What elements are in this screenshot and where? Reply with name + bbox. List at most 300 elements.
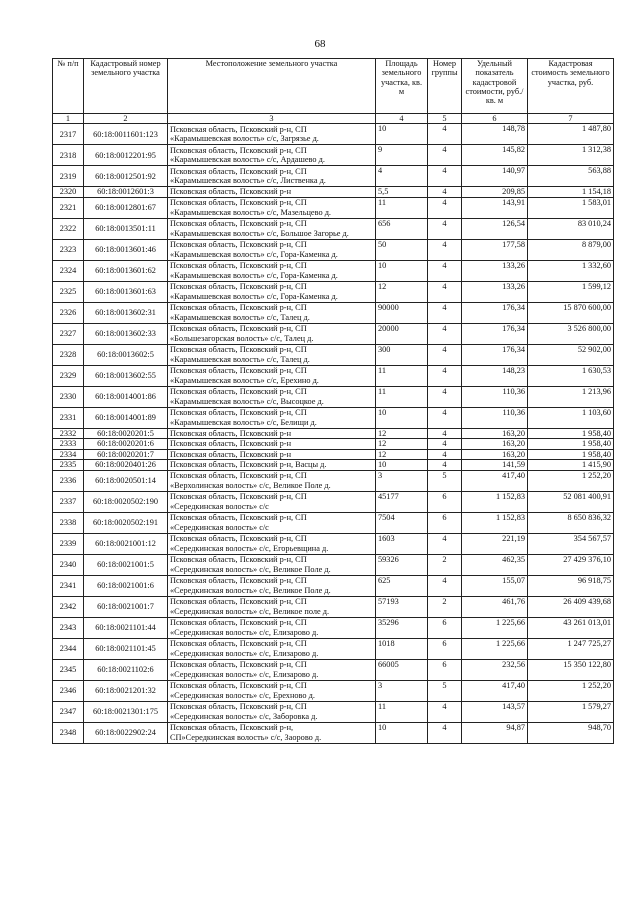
rate-cell: 143,57 (462, 701, 528, 722)
location-line-1: Псковская область, Псковский р-н, СП (170, 240, 307, 250)
table-row (53, 386, 614, 407)
cadastral-number-cell: 60:18:0014001:86 (84, 386, 168, 407)
rate-cell: 1 225,66 (462, 617, 528, 638)
location-line-2: «Карамышевская волость» с/с, Гора-Каменка д. (170, 270, 338, 280)
location-line-2: «Карамышевская волость» с/с, Ерехино д. (170, 375, 319, 385)
cadastral-number-cell: 60:18:0013601:63 (84, 281, 168, 302)
rate-cell: 110,36 (462, 407, 528, 428)
row-number-cell: 2342 (53, 596, 84, 617)
group-cell: 4 (428, 722, 462, 743)
cadastral-number-cell: 60:18:0013602:5 (84, 344, 168, 365)
value-cell: 354 567,57 (528, 533, 614, 554)
group-cell: 4 (428, 239, 462, 260)
header-cadastral: Кадастровый номер земельного участка (84, 59, 168, 114)
rate-cell: 417,40 (462, 680, 528, 701)
table-header-row (53, 59, 614, 114)
area-cell: 1603 (376, 533, 428, 554)
table-row (53, 460, 614, 471)
area-cell: 12 (376, 428, 428, 439)
group-cell: 6 (428, 659, 462, 680)
location-line-2: «Середкинская волость» с/с, Заборовка д. (170, 711, 318, 721)
value-cell: 1 252,20 (528, 680, 614, 701)
location-line-1: Псковская область, Псковский р-н, СП (170, 555, 307, 565)
group-cell: 6 (428, 617, 462, 638)
value-cell: 1 415,90 (528, 460, 614, 471)
cadastral-number-cell: 60:18:0012601:3 (84, 187, 168, 198)
cadastral-number-cell: 60:18:0013602:31 (84, 302, 168, 323)
area-cell: 57193 (376, 596, 428, 617)
table-row (53, 659, 614, 680)
area-cell: 66005 (376, 659, 428, 680)
value-cell: 1 312,38 (528, 145, 614, 166)
group-cell: 4 (428, 145, 462, 166)
area-cell: 1018 (376, 638, 428, 659)
location-line-2: «Карамышевская волость» с/с, Мазельцево д. (170, 207, 331, 217)
row-number-cell: 2323 (53, 239, 84, 260)
value-cell: 15 870 600,00 (528, 302, 614, 323)
location-cell (168, 365, 376, 386)
cadastral-number-cell: 60:18:0020201:6 (84, 439, 168, 450)
table-row (53, 470, 614, 491)
value-cell: 1 958,40 (528, 439, 614, 450)
location-line-1: Псковская область, Псковский р-н (170, 439, 292, 449)
row-number-cell: 2321 (53, 197, 84, 218)
cadastral-number-cell: 60:18:0021001:5 (84, 554, 168, 575)
row-number-cell: 2333 (53, 439, 84, 450)
header-area: Площадь земельного участка, кв. м (376, 59, 428, 114)
cadastral-number-cell: 60:18:0021001:7 (84, 596, 168, 617)
location-cell (168, 722, 376, 743)
row-number-cell: 2340 (53, 554, 84, 575)
group-cell: 4 (428, 260, 462, 281)
value-cell: 83 010,24 (528, 218, 614, 239)
column-number-row (53, 114, 614, 124)
row-number-cell: 2344 (53, 638, 84, 659)
location-cell (168, 460, 376, 471)
rate-cell: 462,35 (462, 554, 528, 575)
cadastral-number-cell: 60:18:0013601:46 (84, 239, 168, 260)
area-cell: 656 (376, 218, 428, 239)
group-cell: 4 (428, 386, 462, 407)
row-number-cell: 2326 (53, 302, 84, 323)
value-cell: 8 650 836,32 (528, 512, 614, 533)
area-cell: 5,5 (376, 187, 428, 198)
group-cell: 4 (428, 166, 462, 187)
location-line-1: Псковская область, Псковский р-н, (170, 723, 294, 733)
table-row (53, 281, 614, 302)
location-line-1: Псковская область, Псковский р-н (170, 428, 292, 438)
area-cell: 300 (376, 344, 428, 365)
value-cell: 1 154,18 (528, 187, 614, 198)
table-row (53, 575, 614, 596)
table-row (53, 365, 614, 386)
rate-cell: 176,34 (462, 323, 528, 344)
row-number-cell: 2329 (53, 365, 84, 386)
rate-cell: 141,59 (462, 460, 528, 471)
table-row (53, 260, 614, 281)
rate-cell: 148,78 (462, 124, 528, 145)
area-cell: 11 (376, 197, 428, 218)
row-number-cell: 2332 (53, 428, 84, 439)
row-number-cell: 2335 (53, 460, 84, 471)
value-cell: 3 526 800,00 (528, 323, 614, 344)
rate-cell: 1 225,66 (462, 638, 528, 659)
column-number: 7 (528, 114, 614, 124)
rate-cell: 133,26 (462, 281, 528, 302)
area-cell: 45177 (376, 491, 428, 512)
area-cell: 10 (376, 407, 428, 428)
row-number-cell: 2336 (53, 470, 84, 491)
rate-cell: 176,34 (462, 302, 528, 323)
value-cell: 1 487,80 (528, 124, 614, 145)
table-row (53, 302, 614, 323)
location-cell (168, 344, 376, 365)
location-line-2: «Середкинская волость» с/с, Егорьевщина д. (170, 543, 329, 553)
location-line-1: Псковская область, Псковский р-н, СП (170, 618, 307, 628)
value-cell: 26 409 439,68 (528, 596, 614, 617)
group-cell: 4 (428, 197, 462, 218)
value-cell: 1 958,40 (528, 428, 614, 439)
area-cell: 20000 (376, 323, 428, 344)
rate-cell: 155,07 (462, 575, 528, 596)
row-number-cell: 2324 (53, 260, 84, 281)
group-cell: 5 (428, 680, 462, 701)
location-cell (168, 659, 376, 680)
table-row (53, 554, 614, 575)
location-cell (168, 124, 376, 145)
area-cell: 10 (376, 260, 428, 281)
column-number: 1 (53, 114, 84, 124)
value-cell: 1 332,60 (528, 260, 614, 281)
area-cell: 11 (376, 365, 428, 386)
location-line-2: «Карамышевская волость» с/с, Лиственка д. (170, 176, 326, 186)
row-number-cell: 2317 (53, 124, 84, 145)
cadastral-number-cell: 60:18:0013501:11 (84, 218, 168, 239)
cadastral-number-cell: 60:18:0021201:32 (84, 680, 168, 701)
group-cell: 6 (428, 491, 462, 512)
rate-cell: 177,58 (462, 239, 528, 260)
cadastral-number-cell: 60:18:0013602:55 (84, 365, 168, 386)
location-line-2: «Середкинская волость» с/с, Великое поле д. (170, 606, 330, 616)
group-cell: 4 (428, 449, 462, 460)
location-line-1: Псковская область, Псковский р-н, Васцы д. (170, 460, 327, 470)
location-line-1: Псковская область, Псковский р-н, СП (170, 366, 307, 376)
rate-cell: 126,54 (462, 218, 528, 239)
group-cell: 4 (428, 187, 462, 198)
location-cell (168, 428, 376, 439)
location-cell (168, 470, 376, 491)
column-number: 6 (462, 114, 528, 124)
rate-cell: 148,23 (462, 365, 528, 386)
value-cell: 52 081 400,91 (528, 491, 614, 512)
area-cell: 50 (376, 239, 428, 260)
location-line-1: Псковская область, Псковский р-н, СП (170, 145, 307, 155)
row-number-cell: 2318 (53, 145, 84, 166)
table-row (53, 439, 614, 450)
cadastral-number-cell: 60:18:0014001:89 (84, 407, 168, 428)
row-number-cell: 2347 (53, 701, 84, 722)
rate-cell: 221,19 (462, 533, 528, 554)
rate-cell: 163,20 (462, 449, 528, 460)
value-cell: 1 103,60 (528, 407, 614, 428)
location-cell (168, 680, 376, 701)
cadastral-number-cell: 60:18:0021001:12 (84, 533, 168, 554)
location-line-2: «Карамышевская волость» с/с, Большое Загорье д. (170, 228, 349, 238)
group-cell: 4 (428, 407, 462, 428)
location-cell (168, 260, 376, 281)
rate-cell: 140,97 (462, 166, 528, 187)
location-line-2: «Карамышевская волость» с/с, Ардашево д. (170, 155, 325, 165)
group-cell: 4 (428, 344, 462, 365)
location-cell (168, 449, 376, 460)
location-line-2: «Середкинская волость» с/с, Ерехново д. (170, 690, 315, 700)
area-cell: 11 (376, 386, 428, 407)
table-row (53, 166, 614, 187)
cadastral-number-cell: 60:18:0021001:6 (84, 575, 168, 596)
table-row (53, 407, 614, 428)
rate-cell: 133,26 (462, 260, 528, 281)
location-cell (168, 407, 376, 428)
column-number: 3 (168, 114, 376, 124)
location-line-1: Псковская область, Псковский р-н, СП (170, 681, 307, 691)
location-line-1: Псковская область, Псковский р-н, СП (170, 492, 307, 502)
header-rate: Удельный показатель кадастровой стоимости, руб./кв. м (462, 59, 528, 114)
value-cell: 1 579,27 (528, 701, 614, 722)
rate-cell: 1 152,83 (462, 512, 528, 533)
location-line-2: «Карамышевская волость» с/с, Белищи д. (170, 417, 317, 427)
location-line-1: Псковская область, Псковский р-н, СП (170, 408, 307, 418)
location-line-1: Псковская область, Псковский р-н, СП (170, 702, 307, 712)
location-line-1: Псковская область, Псковский р-н, СП (170, 166, 307, 176)
group-cell: 6 (428, 512, 462, 533)
cadastral-number-cell: 60:18:0012801:67 (84, 197, 168, 218)
group-cell: 4 (428, 302, 462, 323)
location-line-1: Псковская область, Псковский р-н, СП (170, 597, 307, 607)
table-row (53, 323, 614, 344)
area-cell: 59326 (376, 554, 428, 575)
area-cell: 10 (376, 460, 428, 471)
location-cell (168, 554, 376, 575)
cadastral-number-cell: 60:18:0020502:190 (84, 491, 168, 512)
value-cell: 1 958,40 (528, 449, 614, 460)
value-cell: 27 429 376,10 (528, 554, 614, 575)
page-number: 68 (314, 38, 326, 50)
group-cell: 4 (428, 701, 462, 722)
table-row (53, 218, 614, 239)
location-cell (168, 187, 376, 198)
location-line-2: «Карамышевская волость» с/с, Высоцкое д. (170, 396, 324, 406)
value-cell: 43 261 013,01 (528, 617, 614, 638)
cadastral-table (52, 58, 614, 744)
row-number-cell: 2319 (53, 166, 84, 187)
location-line-2: «Карамышевская волость» с/с, Загрязье д. (170, 134, 319, 144)
area-cell: 7504 (376, 512, 428, 533)
location-line-1: Псковская область, Псковский р-н, СП (170, 345, 307, 355)
row-number-cell: 2330 (53, 386, 84, 407)
location-line-2: СП»Середкинская волость» с/с, Заорово д. (170, 732, 322, 742)
cadastral-number-cell: 60:18:0012501:92 (84, 166, 168, 187)
location-cell (168, 323, 376, 344)
group-cell: 2 (428, 554, 462, 575)
location-cell (168, 512, 376, 533)
area-cell: 10 (376, 722, 428, 743)
row-number-cell: 2341 (53, 575, 84, 596)
cadastral-number-cell: 60:18:0020201:7 (84, 449, 168, 460)
group-cell: 4 (428, 533, 462, 554)
area-cell: 12 (376, 281, 428, 302)
rate-cell: 110,36 (462, 386, 528, 407)
rate-cell: 94,87 (462, 722, 528, 743)
header-value: Кадастровая стоимость земельного участка, руб. (528, 59, 614, 114)
location-line-2: «Карамышевская волость» с/с, Гора-Каменка д. (170, 291, 338, 301)
location-line-1: Псковская область, Псковский р-н (170, 187, 292, 197)
location-cell (168, 617, 376, 638)
group-cell: 2 (428, 596, 462, 617)
rate-cell: 209,85 (462, 187, 528, 198)
table-row (53, 701, 614, 722)
area-cell: 12 (376, 449, 428, 460)
rate-cell: 145,82 (462, 145, 528, 166)
location-cell (168, 386, 376, 407)
cadastral-number-cell: 60:18:0021101:44 (84, 617, 168, 638)
row-number-cell: 2337 (53, 491, 84, 512)
row-number-cell: 2345 (53, 659, 84, 680)
table-row (53, 512, 614, 533)
area-cell: 3 (376, 680, 428, 701)
location-line-1: Псковская область, Псковский р-н, СП (170, 324, 307, 334)
cadastral-number-cell: 60:18:0012201:95 (84, 145, 168, 166)
location-cell (168, 239, 376, 260)
cadastral-number-cell: 60:18:0013601:62 (84, 260, 168, 281)
location-line-2: «Середкинская волость» с/с, Елизарово д. (170, 627, 319, 637)
rate-cell: 163,20 (462, 428, 528, 439)
location-cell (168, 638, 376, 659)
location-cell (168, 145, 376, 166)
cadastral-number-cell: 60:18:0013602:33 (84, 323, 168, 344)
location-line-2: «Карамышевская волость» с/с, Талец д. (170, 354, 310, 364)
rate-cell: 143,91 (462, 197, 528, 218)
location-cell (168, 302, 376, 323)
location-line-2: «Середкинская волость» с/с, Елизарово д. (170, 669, 319, 679)
rate-cell: 232,56 (462, 659, 528, 680)
row-number-cell: 2325 (53, 281, 84, 302)
area-cell: 10 (376, 124, 428, 145)
row-number-cell: 2328 (53, 344, 84, 365)
column-number: 5 (428, 114, 462, 124)
location-line-2: «Середкинская волость» с/с, Великое Поле д. (170, 585, 331, 595)
location-line-1: Псковская область, Псковский р-н, СП (170, 534, 307, 544)
group-cell: 4 (428, 460, 462, 471)
location-line-2: «Середкинская волость» с/с, Великое Поле д. (170, 564, 331, 574)
table-row (53, 197, 614, 218)
location-line-2: «Середкинская волость» с/с, Елизарово д. (170, 648, 319, 658)
area-cell: 90000 (376, 302, 428, 323)
value-cell: 15 350 122,80 (528, 659, 614, 680)
row-number-cell: 2348 (53, 722, 84, 743)
location-line-2: «Большезагорская волость» с/с, Талец д. (170, 333, 314, 343)
location-cell (168, 197, 376, 218)
value-cell: 1 599,12 (528, 281, 614, 302)
column-number: 4 (376, 114, 428, 124)
location-line-1: Псковская область, Псковский р-н, СП (170, 513, 307, 523)
location-cell (168, 218, 376, 239)
value-cell: 1 247 725,27 (528, 638, 614, 659)
cadastral-number-cell: 60:18:0020502:191 (84, 512, 168, 533)
cadastral-number-cell: 60:18:0020501:14 (84, 470, 168, 491)
row-number-cell: 2331 (53, 407, 84, 428)
rate-cell: 1 152,83 (462, 491, 528, 512)
row-number-cell: 2339 (53, 533, 84, 554)
table-row (53, 617, 614, 638)
cadastral-number-cell: 60:18:0022902:24 (84, 722, 168, 743)
table-row (53, 145, 614, 166)
table-row (53, 596, 614, 617)
value-cell: 8 879,00 (528, 239, 614, 260)
table-row (53, 491, 614, 512)
header-location: Местоположение земельного участка (168, 59, 376, 114)
location-line-1: Псковская область, Псковский р-н, СП (170, 576, 307, 586)
column-number: 2 (84, 114, 168, 124)
row-number-cell: 2320 (53, 187, 84, 198)
value-cell: 52 902,00 (528, 344, 614, 365)
location-line-2: «Середкинская волость» с/с (170, 522, 269, 532)
table-row (53, 722, 614, 743)
rate-cell: 163,20 (462, 439, 528, 450)
rate-cell: 417,40 (462, 470, 528, 491)
row-number-cell: 2334 (53, 449, 84, 460)
value-cell: 563,88 (528, 166, 614, 187)
cadastral-number-cell: 60:18:0020401:26 (84, 460, 168, 471)
rate-cell: 461,76 (462, 596, 528, 617)
group-cell: 4 (428, 428, 462, 439)
row-number-cell: 2327 (53, 323, 84, 344)
location-line-1: Псковская область, Псковский р-н, СП (170, 387, 307, 397)
cadastral-number-cell: 60:18:0021102:6 (84, 659, 168, 680)
location-line-1: Псковская область, Псковский р-н, СП (170, 303, 307, 313)
table-row (53, 449, 614, 460)
group-cell: 4 (428, 281, 462, 302)
location-line-1: Псковская область, Псковский р-н, СП (170, 124, 307, 134)
row-number-cell: 2343 (53, 617, 84, 638)
rate-cell: 176,34 (462, 344, 528, 365)
value-cell: 1 252,20 (528, 470, 614, 491)
cadastral-number-cell: 60:18:0020201:5 (84, 428, 168, 439)
location-line-1: Псковская область, Псковский р-н, СП (170, 660, 307, 670)
location-line-1: Псковская область, Псковский р-н (170, 449, 292, 459)
location-line-1: Псковская область, Псковский р-н, СП (170, 261, 307, 271)
value-cell: 1 213,96 (528, 386, 614, 407)
location-cell (168, 701, 376, 722)
value-cell: 948,70 (528, 722, 614, 743)
area-cell: 12 (376, 439, 428, 450)
cadastral-number-cell: 60:18:0021101:45 (84, 638, 168, 659)
table-row (53, 239, 614, 260)
row-number-cell: 2338 (53, 512, 84, 533)
location-line-2: «Верхолинская волость» с/с, Великое Поле д. (170, 480, 331, 490)
location-line-1: Псковская область, Псковский р-н, СП (170, 471, 307, 481)
location-line-1: Псковская область, Псковский р-н, СП (170, 219, 307, 229)
cadastral-number-cell: 60:18:0021301:175 (84, 701, 168, 722)
area-cell: 11 (376, 701, 428, 722)
location-cell (168, 491, 376, 512)
table-row (53, 124, 614, 145)
location-cell (168, 533, 376, 554)
group-cell: 5 (428, 470, 462, 491)
location-line-1: Псковская область, Псковский р-н, СП (170, 639, 307, 649)
group-cell: 4 (428, 575, 462, 596)
group-cell: 4 (428, 365, 462, 386)
header-row-no: № п/п (53, 59, 84, 114)
